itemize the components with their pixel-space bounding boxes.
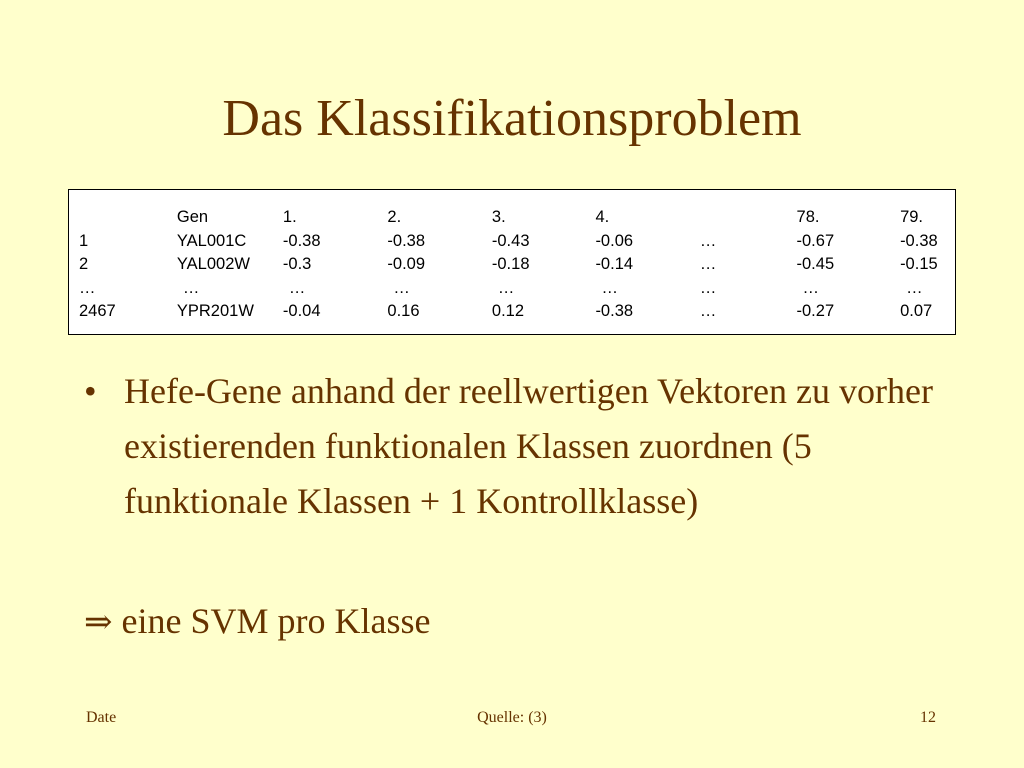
table-cell: …	[802, 278, 820, 297]
table-cell: -0.38	[387, 231, 426, 250]
table-cell: 0.07	[900, 302, 933, 320]
table-cell: -0.67	[796, 231, 835, 250]
table-cell: …	[699, 255, 717, 273]
table-cell: -0.3	[282, 255, 312, 273]
table-cell: 2467	[79, 302, 116, 320]
table-row	[79, 300, 955, 324]
expression-table-box	[68, 189, 956, 335]
table-header-cell: 3.	[491, 208, 506, 226]
bullet-marker: •	[84, 371, 97, 411]
table-cell: -0.06	[595, 231, 634, 250]
table-header-row	[79, 206, 955, 230]
expression-table	[79, 206, 955, 324]
implies-arrow-icon: ⇒	[84, 602, 113, 642]
table-cell: …	[601, 278, 618, 297]
table-cell: YAL002W	[176, 255, 250, 273]
conclusion-line	[84, 594, 430, 650]
table-header-cell: 78.	[796, 208, 820, 226]
table-header-cell: 79.	[900, 208, 923, 226]
table-cell: …	[699, 278, 717, 297]
table-cell: -0.43	[491, 231, 530, 250]
bullet-text: Hefe-Gene anhand der reellwertigen Vektoren zu vorher existierenden funktionalen Klassen zuordnen (5 funktionale Klassen + 1 Kontrollklasse)	[124, 371, 933, 521]
table-cell: 1	[79, 231, 89, 250]
table-cell: …	[79, 278, 96, 297]
table-cell: -0.09	[387, 255, 426, 273]
table-cell: -0.38	[900, 231, 938, 250]
table-header-cell	[700, 206, 797, 230]
table-header-cell: Gen	[176, 208, 209, 226]
table-cell: -0.18	[491, 255, 530, 273]
table-cell: -0.38	[595, 302, 634, 320]
table-cell: -0.38	[282, 231, 321, 250]
table-cell: -0.04	[282, 302, 321, 320]
table-cell: 0.12	[491, 302, 525, 320]
table-row	[79, 253, 955, 277]
table-cell: -0.27	[796, 302, 835, 320]
table-cell: …	[288, 278, 306, 297]
table-cell: -0.14	[595, 255, 634, 273]
table-cell: -0.15	[900, 255, 938, 273]
bullet-item	[84, 364, 964, 529]
slide-title: Das Klassifikationsproblem	[222, 90, 802, 147]
table-header-cell: 2.	[387, 208, 402, 226]
bullet-list	[84, 364, 964, 529]
table-cell: …	[182, 278, 200, 297]
table-cell: …	[393, 278, 410, 297]
table-row	[79, 230, 955, 254]
table-header-cell: 1.	[282, 208, 297, 226]
footer-date: Date	[86, 709, 117, 726]
table-cell: 0.16	[387, 302, 420, 320]
footer-source: Quelle: (3)	[477, 709, 547, 726]
table-cell: …	[699, 231, 717, 250]
table-cell: YPR201W	[176, 302, 254, 320]
table-cell: -0.45	[796, 255, 835, 273]
table-cell: …	[497, 278, 515, 297]
table-cell: YAL001C	[176, 231, 247, 250]
table-cell: 2	[79, 255, 89, 273]
table-cell: …	[699, 302, 717, 320]
table-cell: …	[906, 278, 923, 297]
table-row	[79, 277, 955, 301]
conclusion-text: eine SVM pro Klasse	[121, 601, 431, 641]
table-header-cell	[79, 206, 177, 230]
table-header-cell: 4.	[595, 208, 610, 226]
footer-page-number: 12	[920, 709, 936, 726]
